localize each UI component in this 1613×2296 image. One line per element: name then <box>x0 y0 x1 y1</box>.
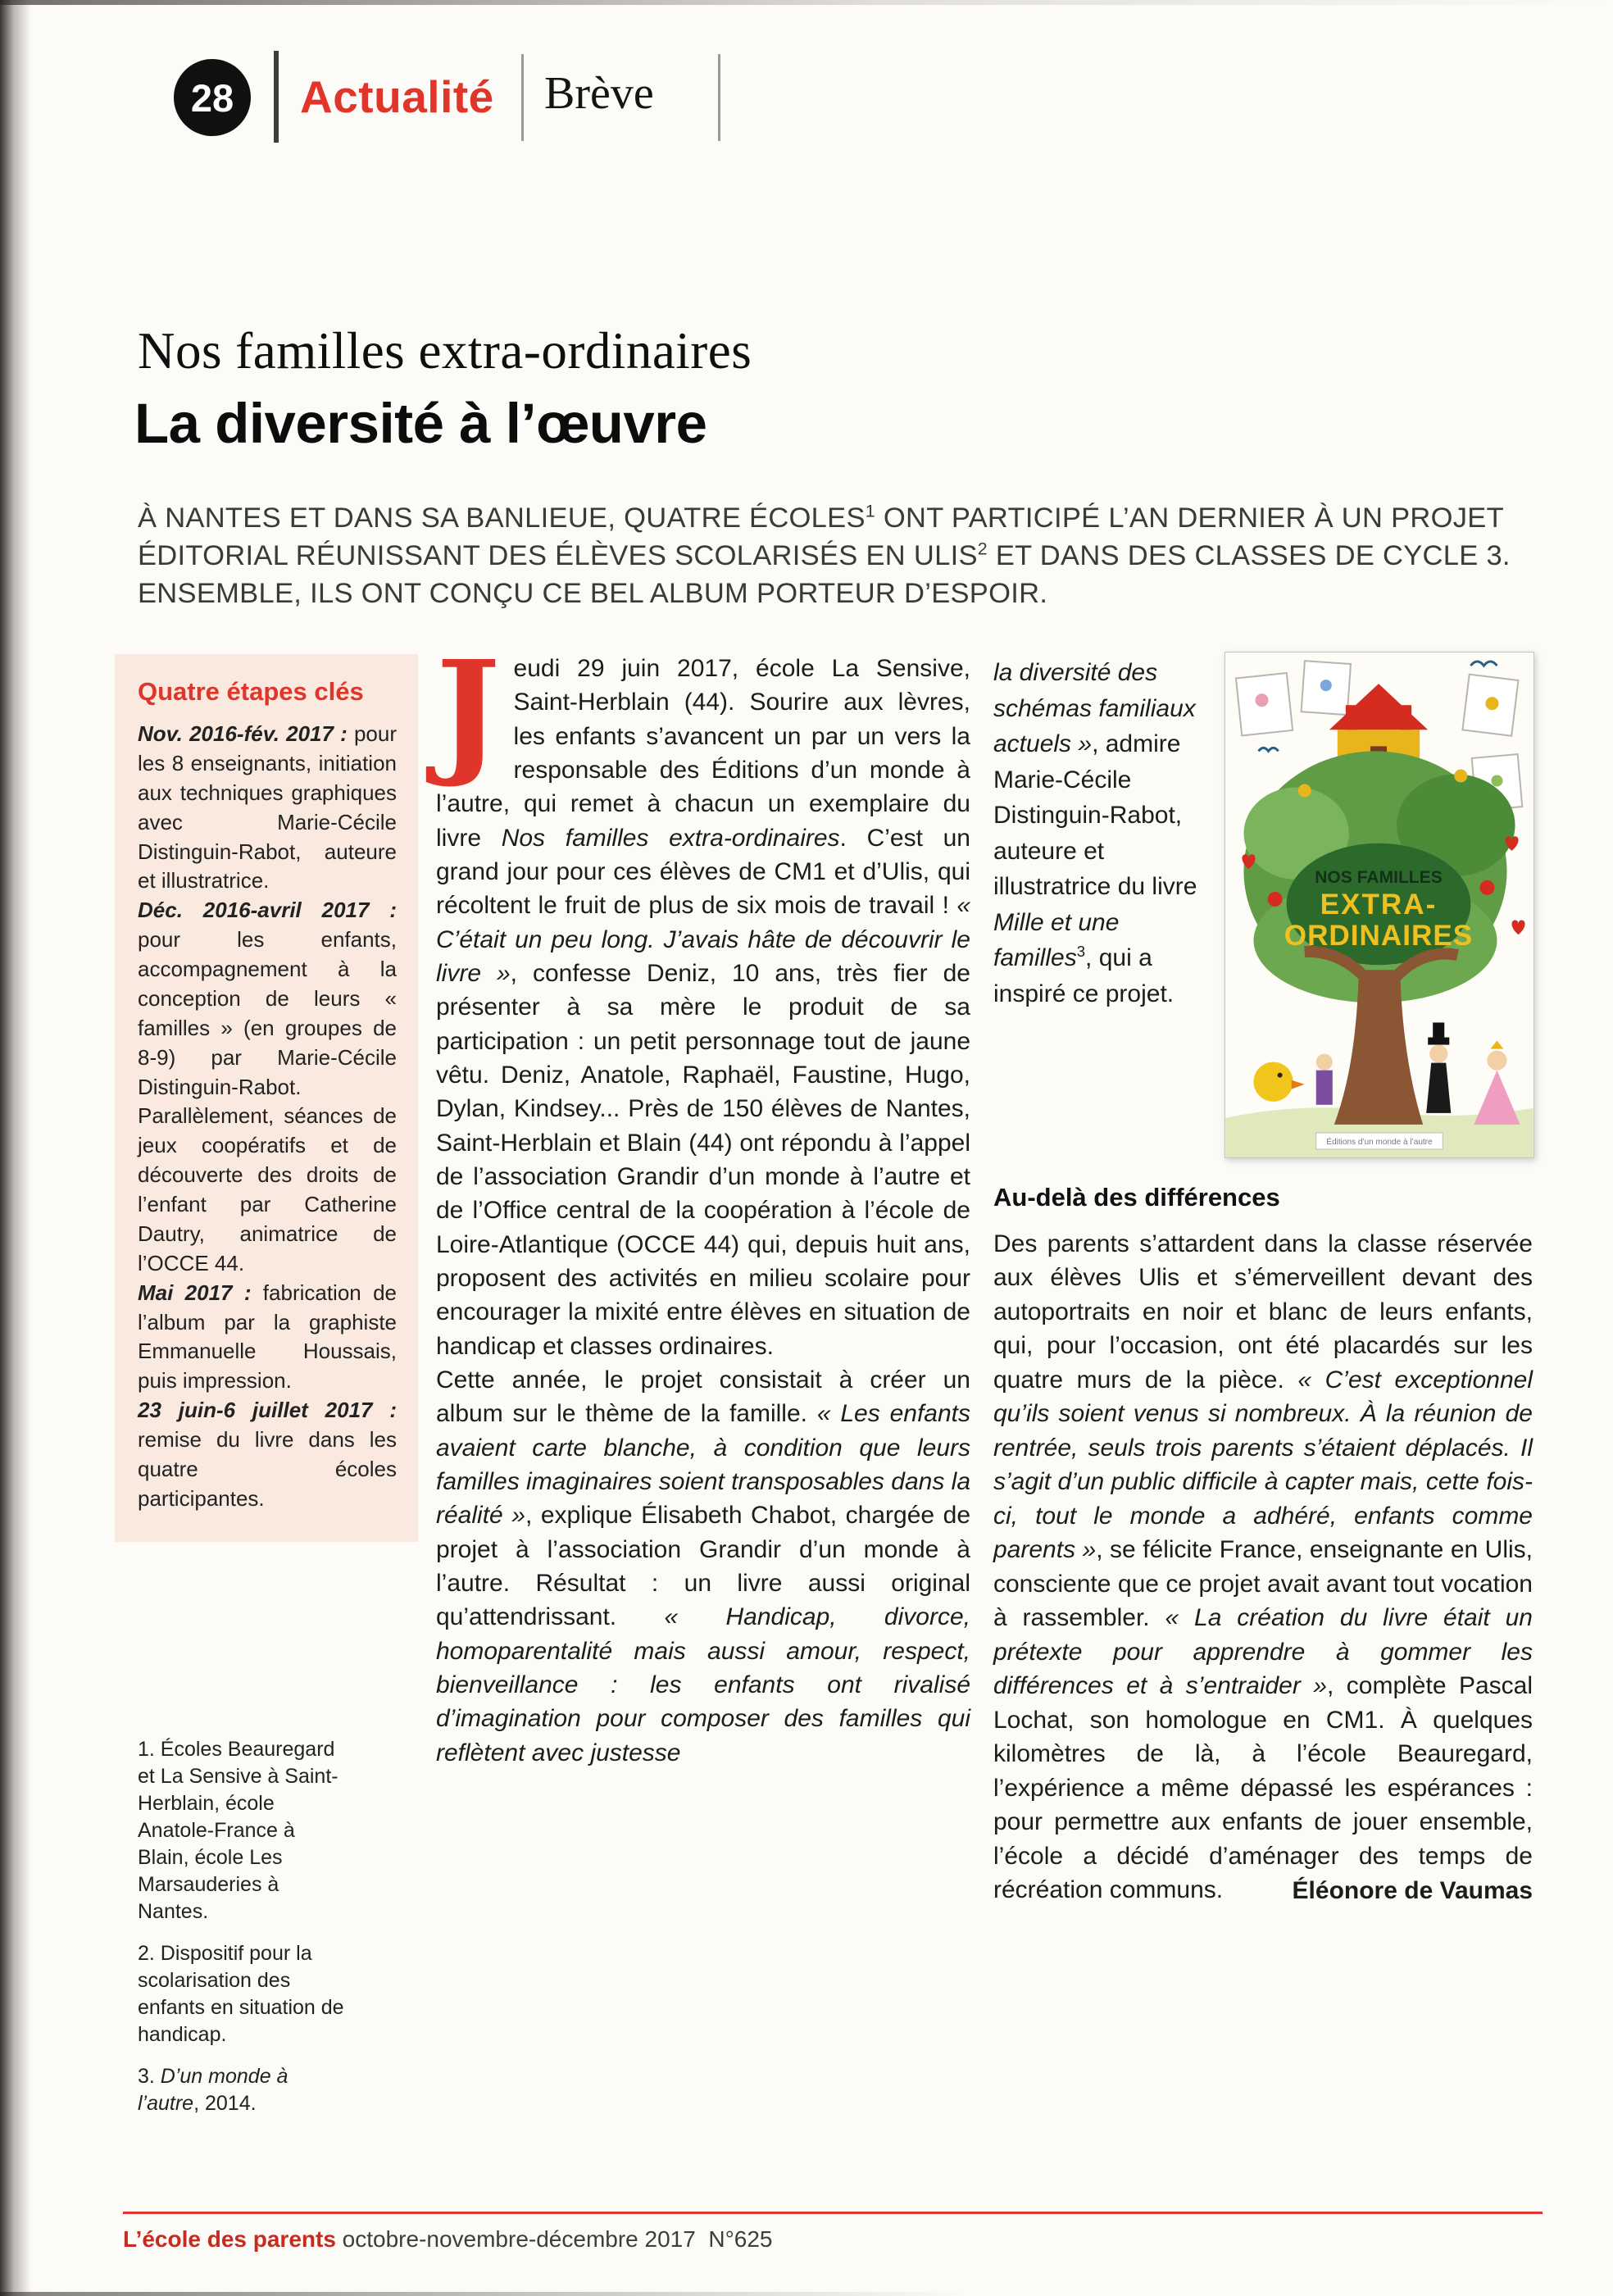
drop-cap: J <box>436 631 501 791</box>
cover-title-top: NOS FAMILLES <box>1315 867 1443 887</box>
cover-title-bottom: ORDINAIRES <box>1284 920 1474 952</box>
book-cover <box>1225 652 1534 1158</box>
sidebar-entry <box>138 1279 397 1397</box>
footnotes <box>138 1736 344 2132</box>
section-heading: Au-delà des différences <box>993 1183 1280 1212</box>
sidebar-entry <box>138 896 397 1278</box>
sidebar-entry-date: Nov. 2016-fév. 2017 : <box>138 721 354 746</box>
article-column-main <box>436 631 971 1770</box>
sidebar-entry-text: fabrication de l’album par la graphiste Emmanuelle Houssais, puis impression. <box>138 1280 397 1394</box>
sidebar-entry-date: 23 juin-6 juillet 2017 : <box>138 1398 397 1423</box>
section-body <box>993 1227 1533 1907</box>
sidebar-entry-date: Déc. 2016-avril 2017 : <box>138 898 397 923</box>
publisher-name: Éditions d’un monde à l’autre <box>1326 1137 1433 1147</box>
sidebar-entry-text: remise du livre dans les quatre écoles participantes. <box>138 1427 397 1511</box>
header-divider-2 <box>718 54 720 141</box>
sidebar-title: Quatre étapes clés <box>138 677 364 706</box>
quote-continuation: la diversité des schémas familiaux actuels », admire Marie-Cécile Distinguin-Rabot, auteure et illustratrice du livre Mille et une familles$^3$, qui a inspiré ce projet. <box>993 659 1197 1007</box>
page-number-badge <box>174 59 251 136</box>
headline-kicker: Nos familles extra-ordinaires <box>138 322 752 380</box>
footer-rule <box>123 2212 1543 2214</box>
sidebar-entry-text: pour les enfants, accompagnement à la conception de leurs « familles » (en groupes de 8-9) par Marie-Cécile Distinguin-Rabot. Parallèlement, séances de jeux coopératifs et de découverte des droits de l’enfant par Catherine Dautry, animatrice de l’OCCE 44. <box>138 927 397 1275</box>
article-paragraph-1 <box>436 631 970 1363</box>
footnote-2: 2. Dispositif pour la scolarisation des enfants en situation de handicap. <box>138 1942 344 2046</box>
scan-edge-left <box>0 0 31 2296</box>
sidebar-entry-date: Mai 2017 : <box>138 1280 263 1305</box>
section-paragraph: Des parents s’attardent dans la classe réservée aux élèves Ulis et s’émerveillent devant des autoportraits en noir et blanc de leurs enfants, qui, pour l’occasion, ont été placardés sur les quatre murs de la pièce. « C’est exceptionnel qu’ils soient venus si nombreux. À la réunion de rentrée, seuls trois parents s’étaient déplacés. Il s’agit d’un public difficile à capter mais, cette fois-ci, tout le monde a adhéré, enfants comme parents », se félicite France, enseignante en Ulis, consciente que ce projet avait avant tout vocation à rassembler. « La création du livre était un prétexte pour apprendre à gommer les différences et à s’entraider », complète Pascal Lochat, son homologue en CM1. À quelques kilomètres de là, à l’école Beauregard, l’expérience a même dépassé les espérances : pour permettre aux enfants de jouer ensemble, l’école a décidé d’aménager des temps de récréation communs. <box>993 1230 1533 1904</box>
page-number: 28 <box>190 75 234 120</box>
standfirst: À NANTES ET DANS SA BANLIEUE, QUATRE ÉCOLES$^1$ ONT PARTICIPÉ L’AN DERNIER À UN PROJET ÉDITORIAL RÉUNISSANT DES ÉLÈVES SCOLARISÉS EN ULIS$^2$ ET DANS DES CLASSES DE CYCLE 3. ENSEMBLE, ILS ONT CONÇU CE BEL ALBUM PORTEUR D’ESPOIR. <box>138 501 1511 609</box>
child-figure-icon <box>1316 1054 1333 1105</box>
book-cover-illustration <box>1225 652 1533 1157</box>
footer-brand: L’école des parents <box>123 2226 336 2252</box>
section-label: Actualité <box>300 71 494 122</box>
sidebar-entry <box>138 1396 397 1514</box>
sidebar-entry <box>138 720 397 896</box>
sidebar-box-key-steps <box>115 654 418 1542</box>
subsection-label: Brève <box>544 68 654 119</box>
cover-title-mid: EXTRA- <box>1320 889 1438 921</box>
byline: Éléonore de Vaumas <box>1292 1876 1533 1904</box>
sidebar-entry-text: pour les 8 enseignants, initiation aux techniques graphiques avec Marie-Cécile Distinguin-Rabot, auteure et illustratrice. <box>138 721 397 893</box>
footnote-3: 3. D’un monde à l’autre, 2014. <box>138 2065 289 2115</box>
headline-title: La diversité à l’œuvre <box>134 392 707 455</box>
scan-edge-top <box>0 0 1613 5</box>
header-divider-thick <box>274 51 279 143</box>
header-divider-1 <box>521 54 524 141</box>
article-paragraph-2: Cette année, le projet consistait à créer un album sur le thème de la famille. « Les enfants avaient carte blanche, à condition que leurs familles imaginaires soient transposables dans la réalité », explique Élisabeth Chabot, chargée de projet à l’association Grandir d’un monde à l’autre. Résultat : un livre aussi original qu’attendrissant. « Handicap, divorce, homoparentalité mais aussi amour, respect, bienveillance : les enfants ont rivalisé d’imagination pour composer des familles qui reflètent avec justesse <box>436 1366 971 1766</box>
scan-edge-bottom <box>0 2292 968 2296</box>
footer-issue: octobre-novembre-décembre 2017 N°625 <box>335 2226 773 2252</box>
footnote-1: 1. Écoles Beauregard et La Sensive à Saint-Herblain, école Anatole-France à Blain, école Les Marsauderies à Nantes. <box>138 1738 339 1923</box>
footer <box>123 2226 773 2253</box>
article-paragraph-1-text: eudi 29 juin 2017, école La Sensive, Saint-Herblain (44). Sourire aux lèvres, les enfants s’avancent un par un vers la responsable des Éditions d’un monde à l’autre, qui remet à chacun un exemplaire du livre Nos familles extra-ordinaires. C’est un grand jour pour ces élèves de CM1 et d’Ulis, qui récoltent le fruit de plus de six mois de travail ! « C’était un peu long. J’avais hâte de découvrir le livre », confesse Deniz, 10 ans, très fier de présenter à sa mère le produit de sa participation : un petit personnage tout de jaune vêtu. Deniz, Anatole, Raphaël, Faustine, Hugo, Dylan, Kindsey... Près de 150 élèves de Nantes, Saint-Herblain et Blain (44) ont répondu à l’appel de l’association Grandir d’un monde à l’autre et de l’Office central de la coopération à l’école de Loire-Atlantique (OCCE 44) qui, depuis huit ans, proposent des activités en milieu scolaire pour encourager la mixité entre élèves en situation de handicap et classes ordinaires. <box>436 655 970 1360</box>
